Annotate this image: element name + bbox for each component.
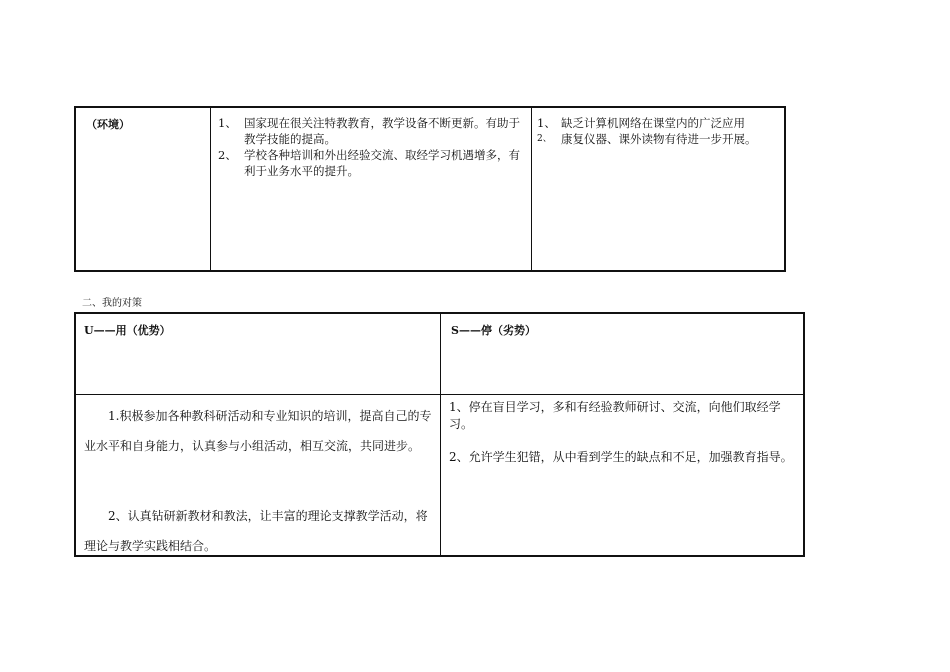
item-number: 2、 xyxy=(218,148,237,162)
list-item xyxy=(537,115,780,131)
threats-list xyxy=(537,115,780,147)
environment-label-cell xyxy=(76,108,211,270)
item-text: 学校各种培训和外出经验交流、取经学习机遇增多，有利于业务水平的提升。 xyxy=(244,148,520,178)
strengths-header: U——用（优势） xyxy=(84,324,171,337)
item-number: 1、 xyxy=(218,116,237,130)
opportunities-cell xyxy=(210,108,532,270)
item-text: 缺乏计算机网络在课堂内的广泛应用 xyxy=(561,116,745,130)
weakness-paragraph: 2、允许学生犯错，从中看到学生的缺点和不足，加强教育指导。 xyxy=(449,450,793,464)
strategy-table xyxy=(74,312,805,557)
strengths-header-cell xyxy=(76,314,441,395)
strength-paragraph: 2、认真钻研新教材和教法，让丰富的理论支撑教学活动，将理论与教学实践相结合。 xyxy=(84,509,428,553)
weaknesses-header-cell xyxy=(441,314,803,395)
item-text: 康复仪器、课外读物有待进一步开展。 xyxy=(561,132,757,146)
list-item xyxy=(537,131,780,147)
threats-cell xyxy=(531,108,784,270)
environment-label: （环境） xyxy=(86,118,130,131)
list-item xyxy=(218,147,525,179)
weakness-paragraph: 1、停在盲目学习，多和有经验教师研讨、交流，向他们取经学习。 xyxy=(449,400,781,431)
section-heading: 二、我的对策 xyxy=(82,298,142,309)
environment-table xyxy=(74,106,786,272)
item-text: 国家现在很关注特教教育，教学设备不断更新。有助于教学技能的提高。 xyxy=(244,116,520,146)
weaknesses-header: S——停（劣势） xyxy=(451,324,536,337)
item-number: 1、 xyxy=(537,116,556,130)
list-item xyxy=(218,115,525,147)
item-number: 2、 xyxy=(537,134,552,144)
strengths-body-cell xyxy=(76,395,441,555)
weaknesses-body-cell xyxy=(441,395,803,555)
opportunities-list xyxy=(218,115,525,179)
strength-paragraph: 1.积极参加各种教科研活动和专业知识的培训，提高自己的专业水平和自身能力，认真参与小组活动，相互交流，共同进步。 xyxy=(84,409,432,453)
